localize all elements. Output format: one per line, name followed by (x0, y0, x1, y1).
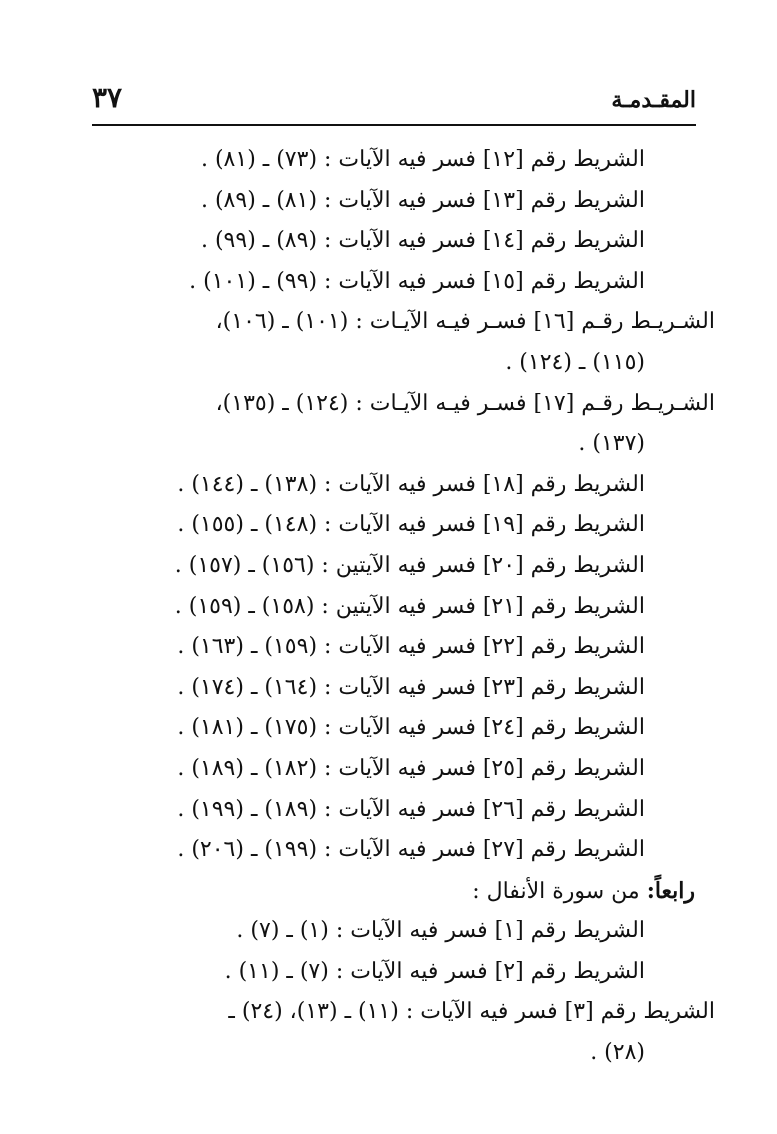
tape-entry: الشريط رقم [٢٢] فسر فيه الآيات : (١٥٩) ـ (١٦٣) . (177, 634, 645, 660)
tape-entry: الشريط رقم [٢] فسر فيه الآيات : (٧) ـ (١١) . (224, 958, 645, 984)
tape-entry-wide: الشريط رقم [٣] فسر فيه الآيات : (١١) ـ (١٣)، (٢٤) ـ (228, 999, 715, 1025)
section-heading (150, 871, 695, 912)
tape-entry: الشريط رقم [٢٦] فسر فيه الآيات : (١٨٩) ـ (١٩٩) . (177, 796, 645, 822)
body-text (100, 140, 715, 1074)
running-title: المقـدمـة (611, 87, 696, 113)
tape-entry: الشريط رقم [٢٤] فسر فيه الآيات : (١٧٥) ـ (١٨١) . (177, 715, 645, 741)
tape-entry: الشريط رقم [١٥] فسر فيه الآيات : (٩٩) ـ (١٠١) . (189, 268, 645, 294)
tape-entry: الشريط رقم [٢٥] فسر فيه الآيات : (١٨٢) ـ (١٨٩) . (177, 755, 645, 781)
tape-entry-continuation: (١٣٧) . (578, 431, 645, 457)
tape-entry-wide: الشـريـط رقـم [١٧] فسـر فيـه الآيـات : (١٢٤) ـ (١٣٥)، (215, 390, 715, 416)
tape-entry: الشريط رقم [٢٣] فسر فيه الآيات : (١٦٤) ـ (١٧٤) . (177, 674, 645, 700)
tape-entry: الشريط رقم [٢٧] فسر فيه الآيات : (١٩٩) ـ (٢٠٦) . (177, 837, 645, 863)
tape-entry: الشريط رقم [١٤] فسر فيه الآيات : (٨٩) ـ (٩٩) . (200, 228, 645, 254)
tape-entry: الشريط رقم [٢٠] فسر فيه الآيتين : (١٥٦) ـ (١٥٧) . (174, 552, 645, 578)
tape-entry-continuation: (١١٥) ـ (١٢٤) . (505, 349, 645, 375)
page-header (92, 80, 696, 124)
section-label: رابعاً: (646, 877, 695, 904)
tape-entry-wide: الشـريـط رقـم [١٦] فسـر فيـه الآيـات : (١٠١) ـ (١٠٦)، (215, 309, 715, 335)
page-number: ٣٧ (92, 81, 123, 114)
tape-entry: الشريط رقم [١٢] فسر فيه الآيات : (٧٣) ـ (٨١) . (200, 147, 645, 172)
section-title: من سورة الأنفال : (472, 878, 640, 904)
tape-entry: الشريط رقم [١٣] فسر فيه الآيات : (٨١) ـ (٨٩) . (200, 187, 645, 213)
tape-entry: الشريط رقم [٢١] فسر فيه الآيتين : (١٥٨) ـ (١٥٩) . (174, 593, 645, 619)
tape-entry: الشريط رقم [١٩] فسر فيه الآيات : (١٤٨) ـ (١٥٥) . (177, 512, 645, 538)
tape-entry: الشريط رقم [١] فسر فيه الآيات : (١) ـ (٧) . (236, 918, 645, 944)
header-rule (92, 124, 696, 126)
tape-entry-continuation: (٢٨) . (590, 1040, 645, 1066)
tape-entry: الشريط رقم [١٨] فسر فيه الآيات : (١٣٨) ـ (١٤٤) . (177, 471, 645, 497)
